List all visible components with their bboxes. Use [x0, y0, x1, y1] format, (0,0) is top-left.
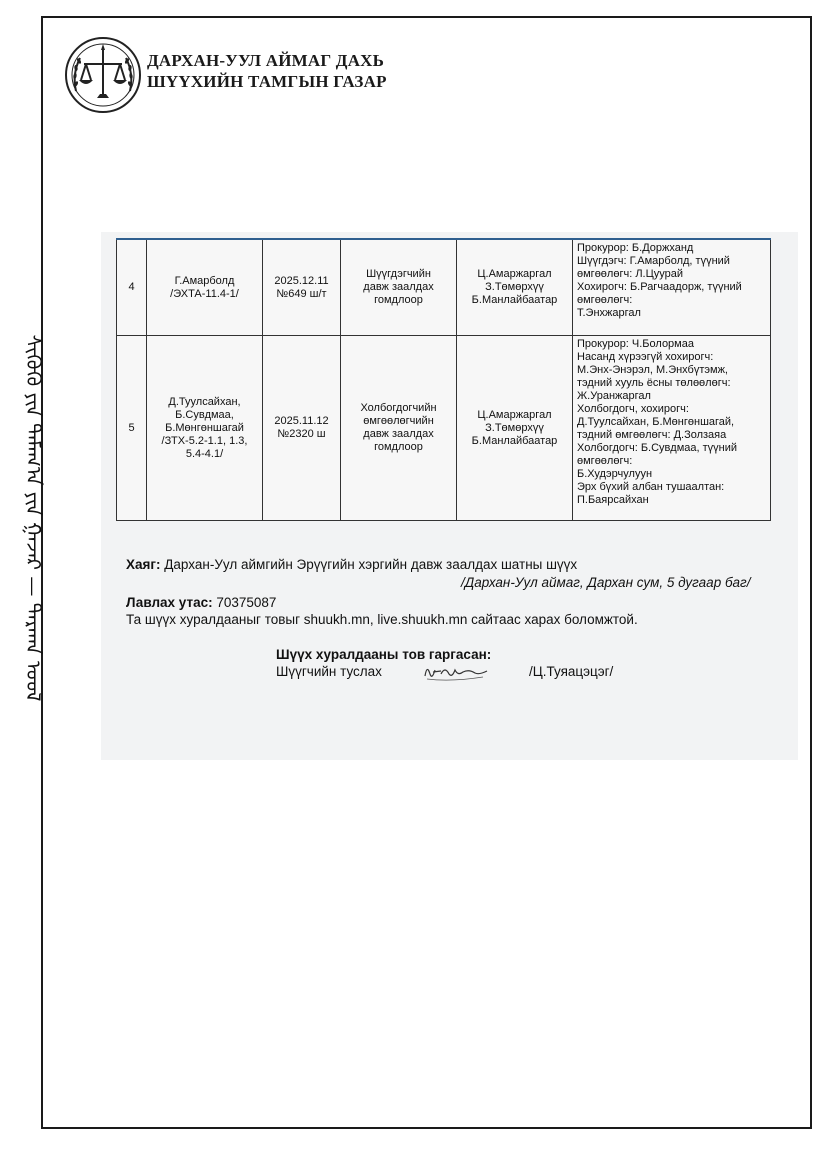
appeal-type-cell: Холбогдогчийн өмгөөлөгчийн давж заалдах гомдлоор: [341, 336, 457, 521]
table-row: [117, 239, 771, 336]
case-number: 5: [117, 336, 147, 521]
info-text: Та шүүх хуралдааныг товыг shuukh.mn, live.shuukh.mn сайтаас харах боломжтой.: [126, 612, 638, 627]
address-detail: /Дархан-Уул аймаг, Дархан сум, 5 дугаар баг/: [461, 575, 751, 590]
phone-line: [126, 595, 276, 610]
parties-cell: Прокурор: Б.Доржханд Шүүгдэгч: Г.Амарболд, түүний өмгөөлөгч: Л.Цуурай Хохирогч: Б.Рагчаадорж, түүний өмгөөлөгч: Т.Энхжаргал: [573, 239, 771, 336]
organization-title: [147, 50, 387, 92]
decision-cell: 2025.11.12 №2320 ш: [263, 336, 341, 521]
parties-cell: Прокурор: Ч.Болормаа Насанд хүрээгүй хохирогч: М.Энх-Энэрэл, М.Энхбүтэмж, тэдний хууль ёсны төлөөлөгч: Ж.Уранжаргал Холбогдогч, хохирогч: Д.Туулсайхан, Б.Мөнгөншагай, тэдний өмгөөлөгч: Д.Золзаяа Холбогдогч: Б.Сувдмаа, түүний өмгөөлөгч: Б.Худэрчулуун Эрх бүхий албан тушаалтан: П.Баярсайхан: [573, 336, 771, 521]
address-label: Хаяг:: [126, 557, 161, 572]
address-line: [126, 556, 791, 573]
appeal-type-cell: Шүүгдэгчийн давж заалдах гомдлоор: [341, 239, 457, 336]
issuer-role: Шүүгчийн туслах: [276, 664, 382, 679]
hearing-schedule-table: [116, 238, 771, 521]
defendant-cell: Д.Туулсайхан, Б.Сувдмаа, Б.Мөнгөншагай /ЗТХ-5.2-1.1, 1.3, 5.4-4.1/: [147, 336, 263, 521]
court-scales-emblem-icon: [64, 36, 142, 114]
phone-value: 70375087: [212, 595, 277, 610]
judges-cell: Ц.Амаржаргал З.Төмөрхүү Б.Манлайбаатар: [457, 239, 573, 336]
handwritten-signature: [421, 660, 491, 684]
defendant-cell: Г.Амарболд /ЭХТА-11.4-1/: [147, 239, 263, 336]
phone-label: Лавлах утас:: [126, 595, 213, 610]
table-row: [117, 336, 771, 521]
decision-cell: 2025.12.11 №649 ш/т: [263, 239, 341, 336]
judges-cell: Ц.Амаржаргал З.Төмөрхүү Б.Манлайбаатар: [457, 336, 573, 521]
org-line-1: ДАРХАН-УУЛ АЙМАГ ДАХЬ: [147, 51, 385, 70]
address-text: Дархан-Уул аймгийн Эрүүгийн хэргийн давж заалдах шатны шүүх: [160, 557, 578, 572]
mongolian-script-side-text: [18, 225, 58, 810]
issued-heading: Шүүх хуралдааны тов гаргасан:: [276, 647, 492, 662]
issuer-name: /Ц.Туяацэцэг/: [529, 664, 614, 679]
org-line-2: ШҮҮХИЙН ТАМГЫН ГАЗАР: [147, 72, 387, 91]
side-text: ᠰᠢᠭᠦᠬᠦ ᠶᠢᠨ ᠲᠠᠮᠠᠭ᠎ᠠ ᠶᠢᠨ ᠭᠠᠵᠠᠷ — ᠳᠠᠷᠬᠠᠨ ᠤᠤᠯ: [21, 334, 46, 701]
case-number: 4: [117, 239, 147, 336]
